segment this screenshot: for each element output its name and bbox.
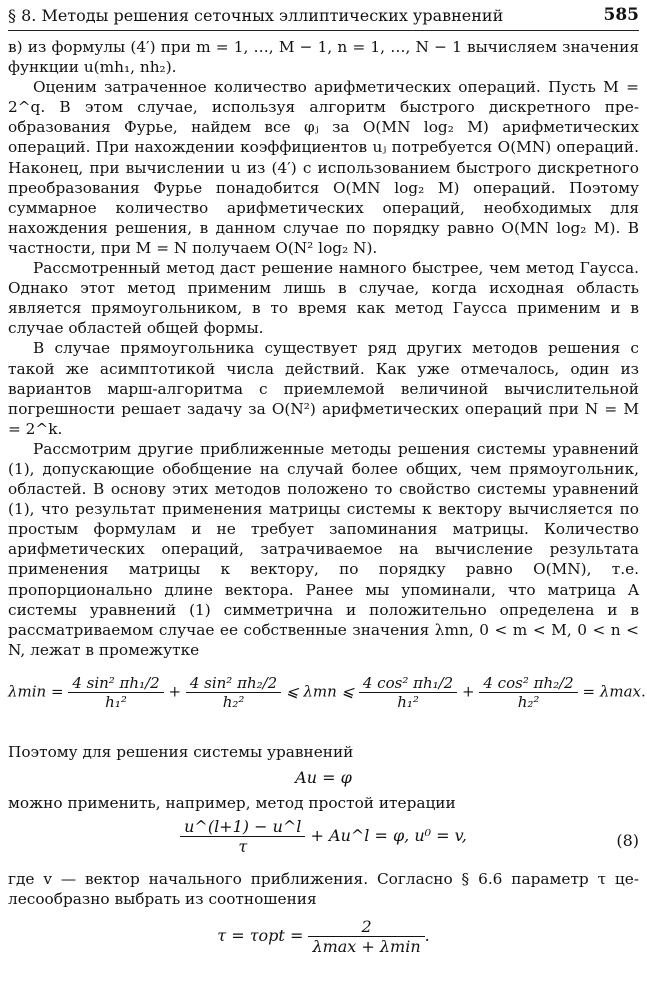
- equation-number: (8): [616, 831, 639, 851]
- paragraph-other-methods: В случае прямоугольника существует ряд других методов решения с такой же асимптотикой числа действий. Как уже отмечалось, один из вариантов марш-алгоритма с приемлемой величиной вычислительной погрешности решает задачу за O(N²) арифметических операций при N = M = 2^k.: [8, 339, 639, 438]
- fraction-numerator: 4 sin² πh₁/2: [72, 673, 160, 692]
- fraction-cos-h2: [479, 674, 577, 711]
- plus-sign: +: [168, 682, 182, 701]
- fraction-tau: [308, 917, 424, 956]
- fraction-denominator: h₁²: [359, 692, 457, 711]
- equation-tau-opt: τ = τopt = $\frac{2}{\lambda\max + \lambda\min}$ .: [217, 917, 430, 957]
- header-rule: [8, 30, 639, 31]
- paragraph-simple-iteration: можно применить, например, метод простой итерации: [8, 794, 456, 812]
- plus-sign: +: [462, 682, 475, 701]
- lambda-min: λmin: [8, 682, 47, 701]
- fraction-numerator: 4 cos² πh₁/2: [362, 673, 454, 692]
- running-title: § 8. Методы решения сеточных эллиптических уравнений: [8, 6, 504, 25]
- iteration-rest: + Au^l = φ, u⁰ = v,: [310, 826, 467, 846]
- paragraph-gauss-comparison: Рассмотренный метод даст решение намного быстрее, чем метод Гаусса. Однако этот метод применим лишь в случае, когда исходная область является прямоугольником, в то время как метод Гаусса применим и в случае областей общей формы.: [8, 259, 639, 338]
- paragraph-iterative-methods: Рассмотрим другие приближенные методы решения системы уравнений (1), допускающие обобщение на случай более общих, чем прямоугольник, областей. В основу этих методов положено то свойство системы уравнений (1), что результат применения матрицы системы к вектору вычисляется по простым формулам и не требует запоминания матрицы. Количество арифметических операций, затрачиваемое на вычисление результата применения матрицы к вектору, по порядку равно O(MN), т.е. пропорционально длине вектора. Ранее мы упоминали, что матрица A системы уравнений (1) симметрична и положительно определена и в рассматриваемом случае ее собственные значения λmn, 0 < m < M, 0 < n < N, лежат в промежутке: [8, 439, 639, 659]
- fraction-sin-h1: [68, 674, 163, 711]
- equation-8-iteration: [8, 817, 639, 865]
- fraction-cos-h1: [359, 674, 457, 711]
- running-header: [8, 6, 639, 28]
- page-body: [8, 37, 646, 969]
- fraction-denominator: h₁²: [68, 692, 163, 711]
- paragraph-tau-choice: где v — вектор начального приближения. Согласно § 6.6 параметр τ целесообразно выбрать из соотношения: [8, 870, 639, 909]
- fraction-denominator: h₂²: [186, 692, 281, 711]
- fraction-sin-h2: [186, 674, 281, 711]
- fraction-denominator: h₂²: [479, 692, 577, 711]
- inequality-lambda-mn: ⩽ λmn ⩽: [286, 682, 355, 701]
- fraction-denominator: λmax + λmin: [308, 936, 424, 956]
- fraction-numerator: 4 sin² πh₂/2: [189, 673, 278, 692]
- fraction-numerator: 2: [361, 917, 372, 937]
- tau-opt-lhs: τ = τopt =: [217, 926, 304, 946]
- equation-au-phi: Au = φ: [295, 768, 352, 787]
- fraction-iteration: [180, 817, 305, 856]
- paragraph-complexity: Оценим затраченное количество арифметических операций. Пусть M = 2^q. В этом случае, используя алгоритм быстрого дискретного преобразования Фурье, найдем все φⱼ за O(MN log₂ M) арифметических операций. При нахождении коэффициентов uⱼ потребуется O(MN) операций. Наконец, при вычислении u из (4′) с использованием быстрого дискретного преобразования Фурье понадобится O(MN log₂ M) операций. Поэтому суммарное количество арифметических операций, необходимых для нахождения решения, в данном случае по порядку равно O(MN log₂ M). В частности, при M = N получаем O(N² log₂ N).: [8, 78, 639, 257]
- fraction-numerator: u^(l+1) − u^l: [184, 817, 302, 837]
- eigenvalue-bounds-equation: λmin = $\frac{\text{4 sin² πh₁/2}}{\text{h₁²}}$ + $\frac{\text{4 sin² πh₂/2}}{\text{h₂²}}$ ⩽ λmn ⩽ $\frac{\text{4 cos² πh₁/2}}{\text{h₁²}}$ + $\frac{\text{4 cos² πh₂/2}}{\text{h₂²}}$ = λmax.: [8, 673, 646, 711]
- paragraph-step-v: в) из формулы (4′) при m = 1, …, M − 1, n = 1, …, N − 1 вычисляем значения функции u(mh₁, nh₂).: [8, 38, 639, 77]
- fraction-numerator: 4 cos² πh₂/2: [483, 673, 574, 692]
- fraction-denominator: τ: [180, 836, 305, 856]
- page-number: 585: [603, 5, 639, 25]
- paragraph-system-intro: Поэтому для решения системы уравнений: [8, 742, 354, 761]
- lambda-max: = λmax.: [582, 682, 646, 701]
